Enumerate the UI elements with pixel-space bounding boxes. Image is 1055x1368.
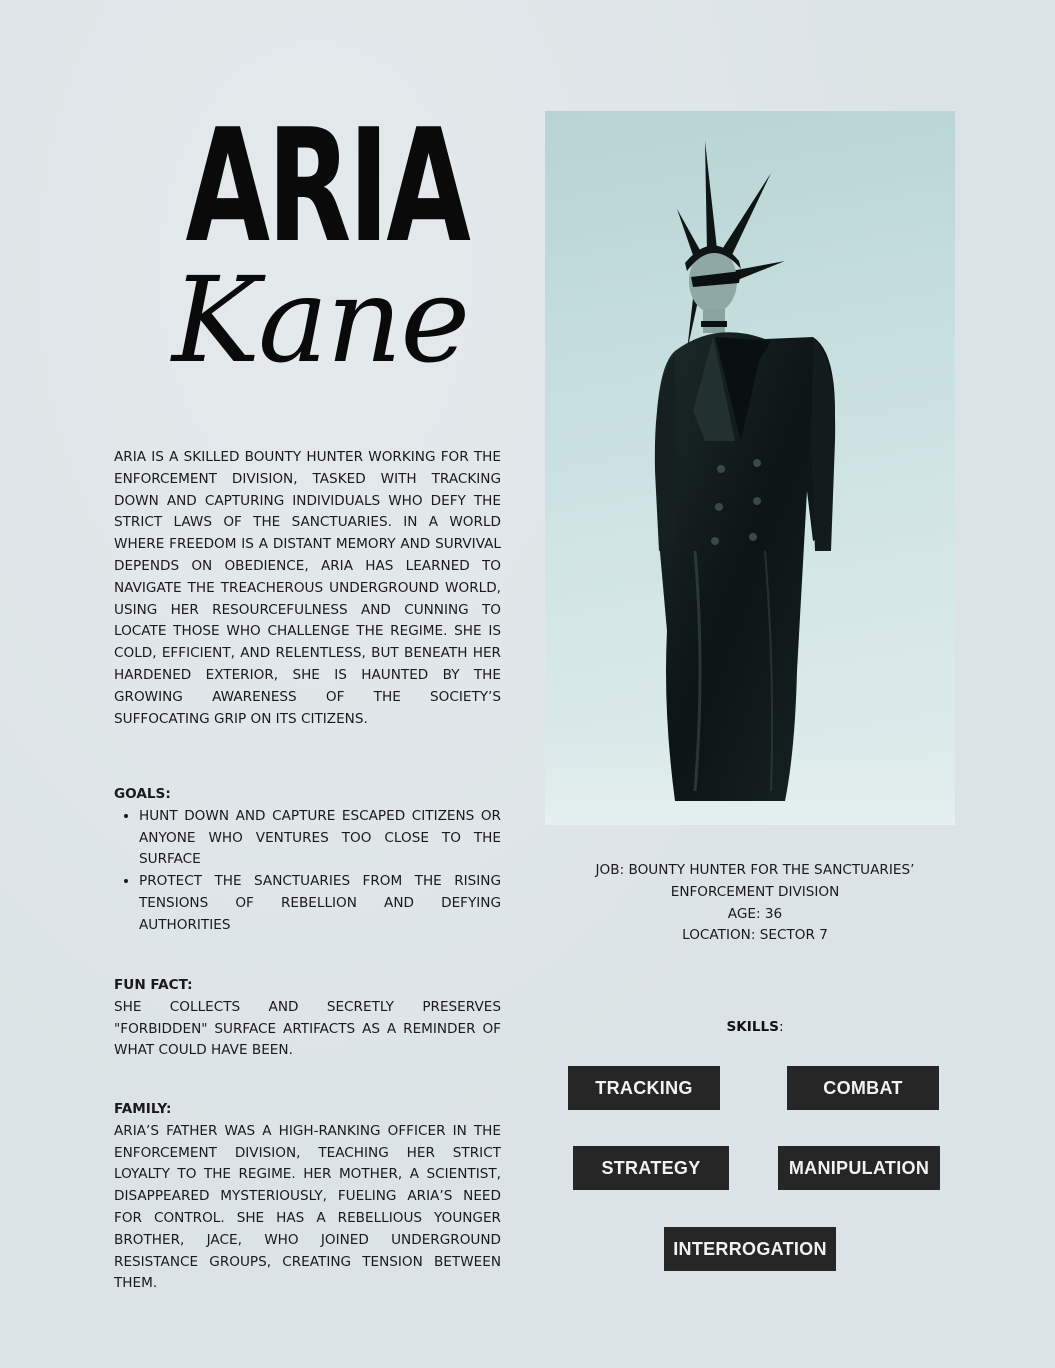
family-text: ARIA’S FATHER WAS A HIGH-RANKING OFFICER IN THE ENFORCEMENT DIVISION, TEACHING HER STRICT LOYALTY TO THE REGIME. HER MOTHER, A SCIENTIST, DISAPPEARED MYSTERIOUSLY, FUELING ARIA’S NEED FOR CONTROL. SHE HAS A REBELLIOUS YOUNGER BROTHER, JACE, WHO JOINED UNDERGROUND RESISTANCE GROUPS, CREATING TENSION BETWEEN THEM. [114,1122,501,1292]
job-line-1: JOB: BOUNTY HUNTER FOR THE SANCTUARIES’ [595,862,915,878]
character-info [555,860,955,947]
goals-heading: GOALS: [114,786,171,802]
location-text: LOCATION: SECTOR 7 [682,927,828,944]
skill-chip-tracking: TRACKING [568,1066,720,1110]
skills-label-text: SKILLS [726,1019,779,1035]
last-name-script: Kane [171,251,469,389]
skill-chip-manipulation: MANIPULATION [778,1146,940,1190]
family-heading: FAMILY: [114,1101,172,1117]
goal-item: • HUNT DOWN AND CAPTURE ESCAPED CITIZENS OR ANYONE WHO VENTURES TOO CLOSE TO THE SURFACE [139,806,501,871]
skill-chip-combat: COMBAT [787,1066,939,1110]
character-figure-illustration [545,111,955,825]
bio-paragraph: ARIA IS A SKILLED BOUNTY HUNTER WORKING FOR THE ENFORCEMENT DIVISION, TASKED WITH TRACKING DOWN AND CAPTURING INDIVIDUALS WHO DEFY THE STRICT LAWS OF THE SANCTUARIES. IN A WORLD WHERE FREEDOM IS A DISTANT MEMORY AND SURVIVAL DEPENDS ON OBEDIENCE, ARIA HAS LEARNED TO NAVIGATE THE TREACHEROUS UNDERGROUND WORLD, USING HER RESOURCEFULNESS AND CUNNING TO LOCATE THOSE WHO CHALLENGE THE REGIME. SHE IS COLD, EFFICIENT, AND RELENTLESS, BUT BENEATH HER HARDENED EXTERIOR, SHE IS HAUNTED BY THE GROWING AWARENESS OF THE SOCIETY’S SUFFOCATING GRIP ON ITS CITIZENS. [114,449,501,727]
fun-fact-text: SHE COLLECTS AND SECRETLY PRESERVES "FORBIDDEN" SURFACE ARTIFACTS AS A REMINDER OF WHAT COULD HAVE BEEN. [114,998,501,1059]
family-section [114,1099,501,1295]
age-text: AGE: 36 [727,905,783,922]
skill-chip-interrogation: INTERROGATION [664,1227,836,1271]
goal-item: • PROTECT THE SANCTUARIES FROM THE RISING TENSIONS OF REBELLION AND DEFYING AUTHORITIES [139,871,501,936]
skill-chip-strategy: STRATEGY [573,1146,729,1190]
skills-heading [655,1017,855,1039]
skills-label-colon: : [778,1019,784,1035]
character-photo [545,111,955,825]
fun-fact-section [114,975,501,1062]
goals-list [114,806,501,937]
job-line-2: ENFORCEMENT DIVISION [670,883,840,900]
goals-section [114,784,501,937]
fun-fact-heading: FUN FACT: [114,977,193,993]
first-name-title: ARIA [185,95,469,277]
